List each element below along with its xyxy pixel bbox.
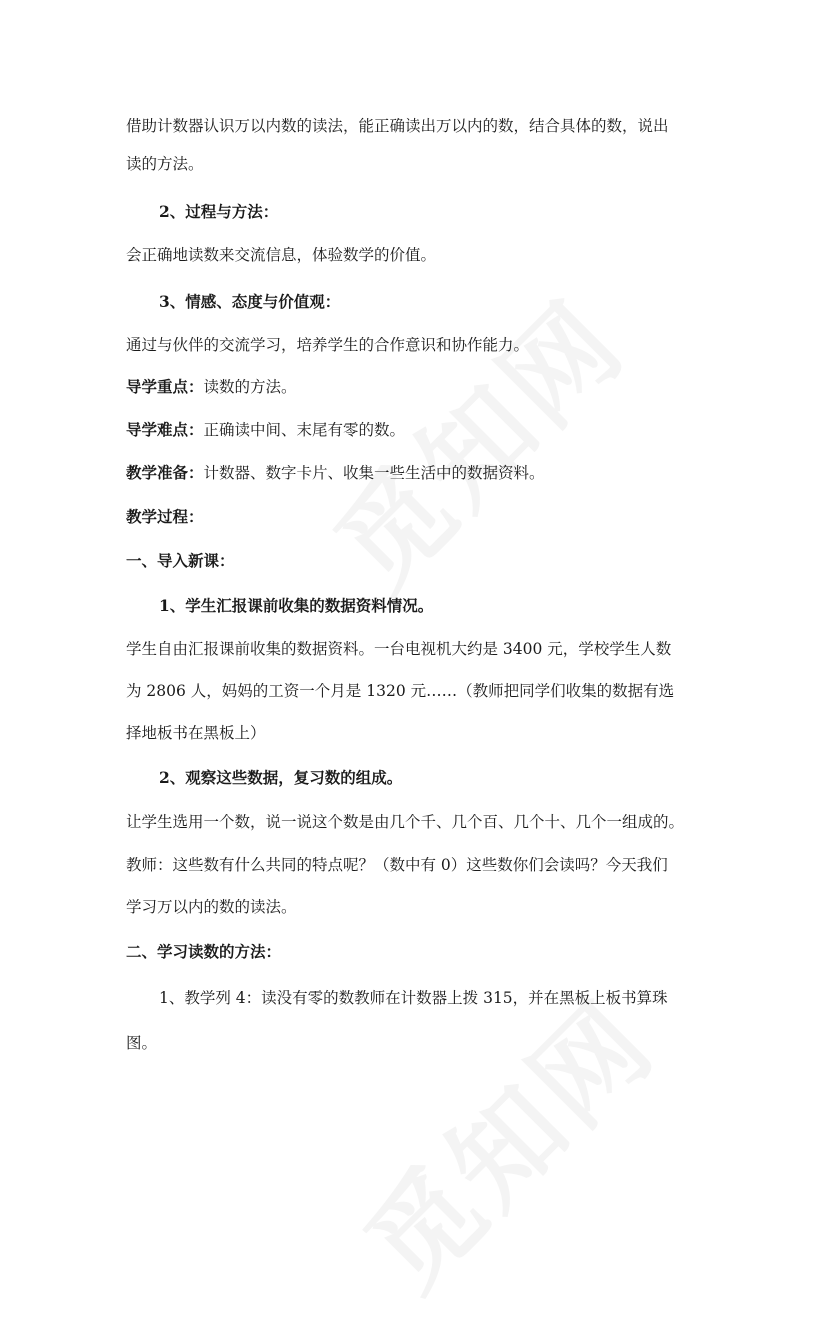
paragraph-line: 为 2806 人，妈妈的工资一个月是 1320 元……（教师把同学们收集的数据有选 (126, 682, 675, 700)
line-label: 导学重点： (126, 377, 204, 396)
line-text: 读数的方法。 (203, 378, 297, 396)
section-heading: 一、导入新课： (126, 551, 235, 570)
paragraph-line: 教师：这些数有什么共同的特点呢？（数中有 0）这些数你们会读吗？今天我们 (126, 856, 668, 874)
paragraph-line: 1、教学列 4：读没有零的数教师在计数器上拨 315，并在黑板上板书算珠 (159, 989, 668, 1007)
paragraph-line: 会正确地读数来交流信息，体验数学的价值。 (126, 246, 437, 264)
section-heading: 2、过程与方法： (159, 202, 279, 221)
line-text: 计数器、数字卡片、收集一些生活中的数据资料。 (203, 464, 545, 482)
section-heading: 教学过程： (126, 507, 204, 526)
paragraph-line: 学生自由汇报课前收集的数据资料。一台电视机大约是 3400 元，学校学生人数 (126, 640, 672, 658)
labeled-line (126, 461, 726, 485)
paragraph-line: 图。 (126, 1034, 158, 1052)
section-heading: 二、学习读数的方法： (126, 942, 282, 961)
paragraph-line: 借助计数器认识万以内数的读法，能正确读出万以内的数，结合具体的数，说出 (126, 117, 669, 135)
line-label: 教学准备： (126, 463, 204, 482)
section-heading: 2、观察这些数据，复习数的组成。 (159, 768, 403, 787)
line-text: 正确读中间、末尾有零的数。 (203, 421, 406, 439)
watermark-bottom (325, 960, 683, 1318)
section-heading: 3、情感、态度与价值观： (159, 292, 341, 311)
line-label: 导学难点： (126, 420, 204, 439)
paragraph-line: 通过与伙伴的交流学习，培养学生的合作意识和协作能力。 (126, 336, 530, 354)
labeled-line (126, 418, 726, 442)
paragraph-line: 学习万以内的数的读法。 (126, 898, 297, 916)
section-heading: 1、学生汇报课前收集的数据资料情况。 (159, 596, 434, 615)
paragraph-line: 读的方法。 (126, 155, 204, 173)
paragraph-line: 择地板书在黑板上） (126, 724, 266, 742)
labeled-line (126, 375, 726, 399)
paragraph-line: 让学生选用一个数，说一说这个数是由几个千、几个百、几个十、几个一组成的。 (126, 813, 685, 831)
